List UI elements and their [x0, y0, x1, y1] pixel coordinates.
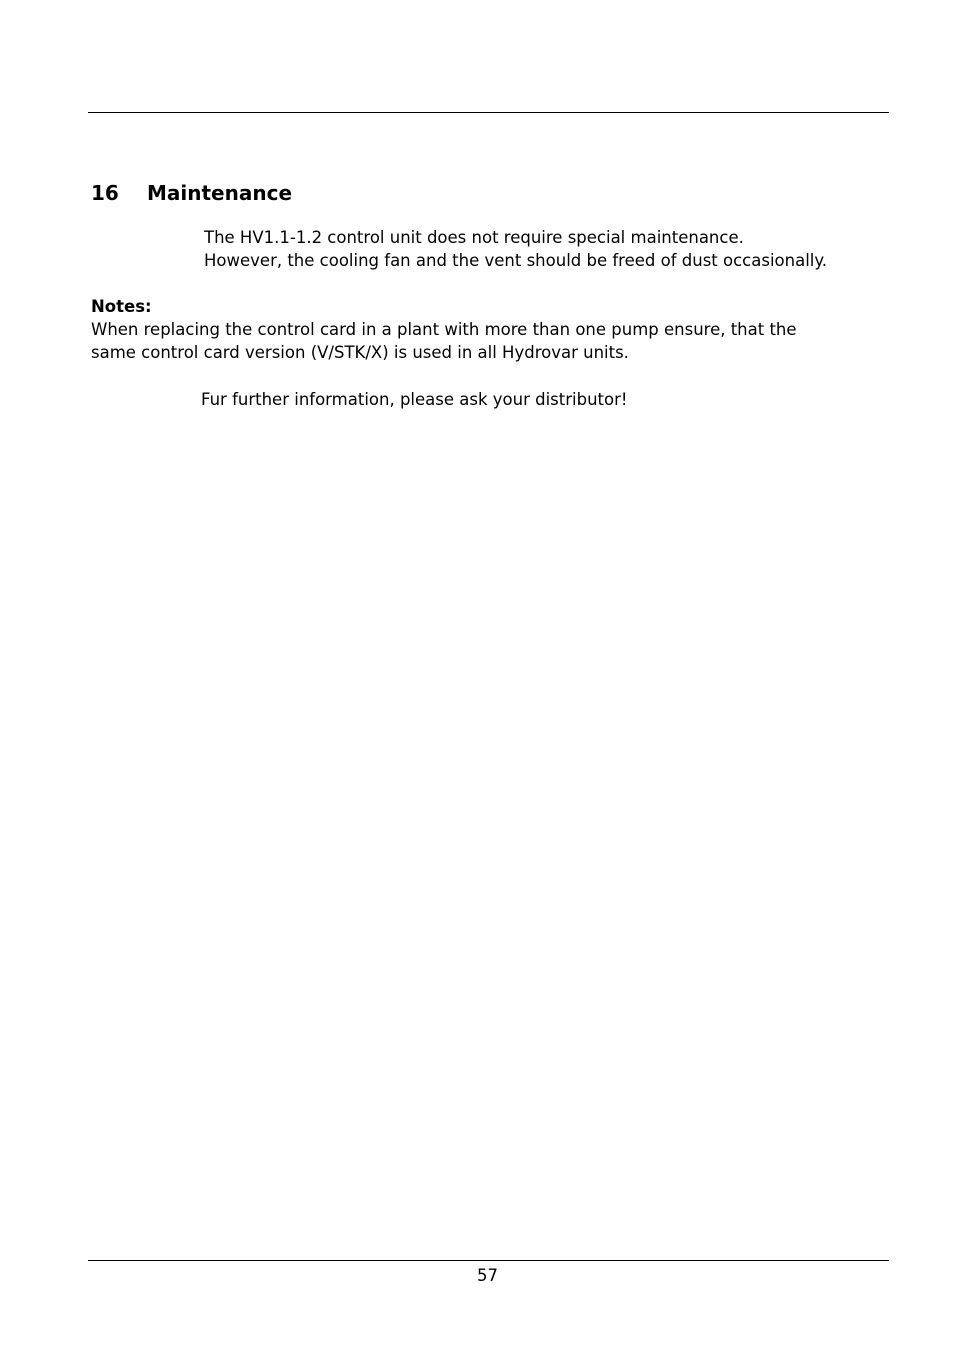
intro-line-1: The HV1.1-1.2 control unit does not require special maintenance. — [204, 228, 744, 247]
notes-paragraph — [91, 318, 797, 364]
footer-rule — [88, 1260, 889, 1261]
header-rule — [88, 112, 889, 113]
notes-line-2: same control card version (V/STK/X) is used in all Hydrovar units. — [91, 343, 629, 362]
notes-label: Notes: — [91, 297, 152, 316]
intro-line-2: However, the cooling fan and the vent should be freed of dust occasionally. — [204, 251, 828, 270]
section-number: 16 — [91, 181, 119, 205]
section-heading — [91, 181, 292, 205]
notes-line-1: When replacing the control card in a plant with more than one pump ensure, that the — [91, 320, 797, 339]
section-title: Maintenance — [147, 181, 293, 205]
intro-paragraph — [204, 226, 827, 272]
page-number: 57 — [477, 1266, 498, 1285]
further-info-text: Fur further information, please ask your distributor! — [201, 390, 628, 409]
